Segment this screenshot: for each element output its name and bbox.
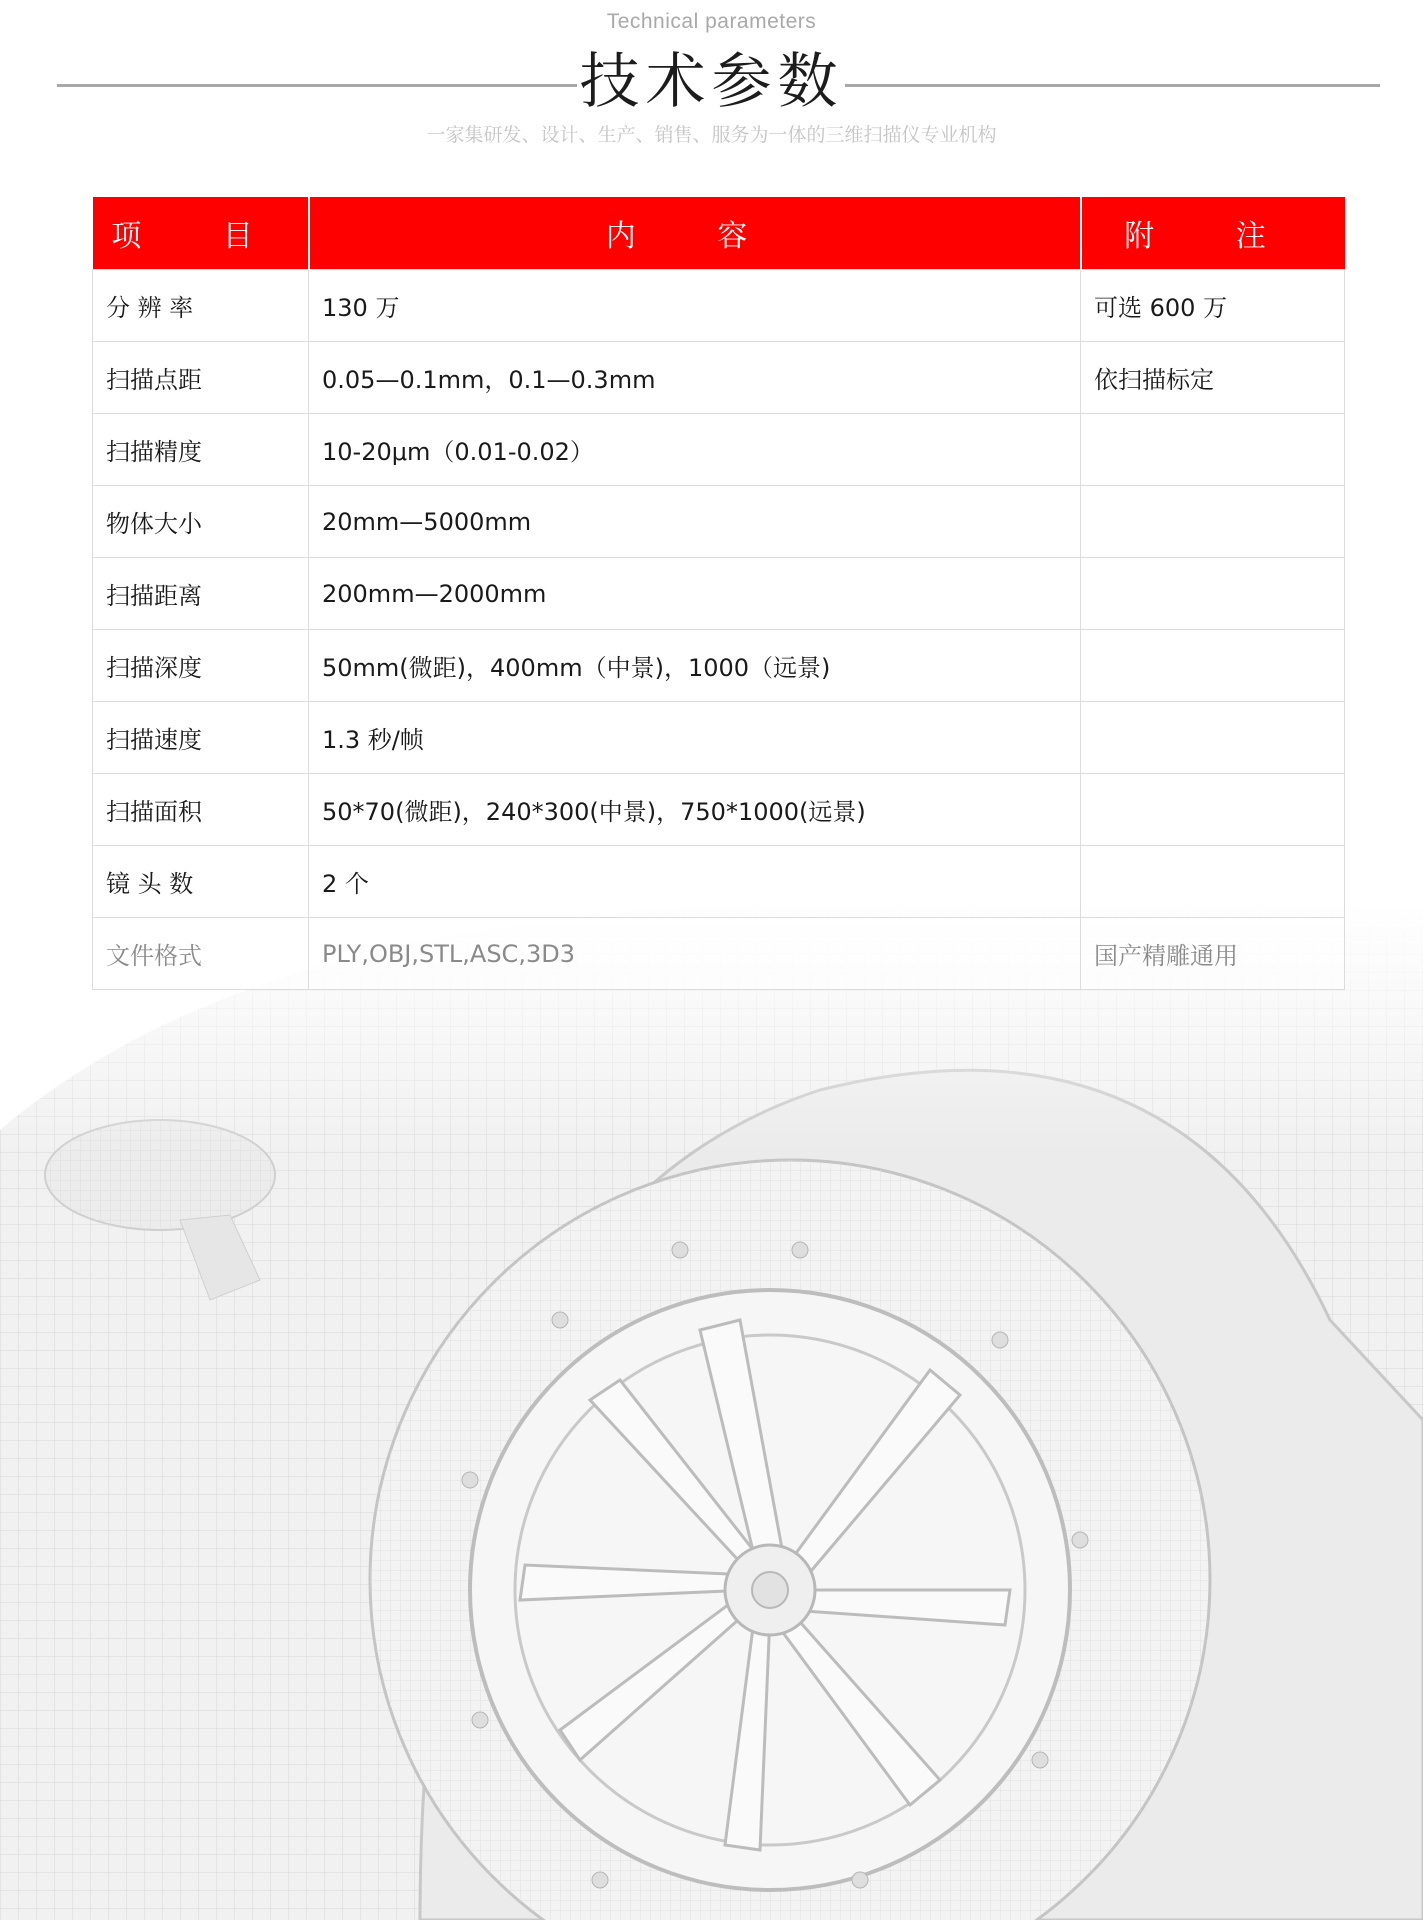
cell-note: 可选 600 万: [1081, 270, 1345, 342]
column-header-item: 项 目: [93, 197, 309, 270]
english-subtitle: Technical parameters: [606, 10, 817, 33]
cell-item: 镜 头 数: [93, 846, 309, 918]
cell-note: [1081, 486, 1345, 558]
cell-content: 1.3 秒/帧: [309, 702, 1081, 774]
table-row: [93, 270, 1345, 342]
table-row: [93, 630, 1345, 702]
cell-note: 依扫描标定: [1081, 342, 1345, 414]
cell-note: [1081, 630, 1345, 702]
cell-item: 扫描精度: [93, 414, 309, 486]
table-row: [93, 918, 1345, 990]
table-row: [93, 414, 1345, 486]
cell-content: 10-20μm（0.01-0.02）: [309, 414, 1081, 486]
cell-item: 扫描深度: [93, 630, 309, 702]
page-header: [0, 0, 1423, 160]
cell-content: 50mm(微距)，400mm（中景)，1000（远景): [309, 630, 1081, 702]
page-title: 技术参数: [579, 47, 844, 117]
cell-item: 扫描点距: [93, 342, 309, 414]
cell-content: 50*70(微距)，240*300(中景)，750*1000(远景): [309, 774, 1081, 846]
car-wheel-wireframe-illustration: [0, 900, 1423, 1920]
column-header-note: 附 注: [1081, 197, 1345, 270]
cell-note: [1081, 558, 1345, 630]
technical-parameters-table: [92, 197, 1345, 990]
cell-item: 物体大小: [93, 486, 309, 558]
table-row: [93, 558, 1345, 630]
column-header-content: 内 容: [309, 197, 1081, 270]
table-header-row: [93, 197, 1345, 270]
cell-item: 扫描速度: [93, 702, 309, 774]
cell-note: [1081, 774, 1345, 846]
cell-content: 130 万: [309, 270, 1081, 342]
cell-content: PLY,OBJ,STL,ASC,3D3: [309, 918, 1081, 990]
cell-content: 200mm—2000mm: [309, 558, 1081, 630]
table-row: [93, 342, 1345, 414]
table-row: [93, 774, 1345, 846]
cell-item: 扫描距离: [93, 558, 309, 630]
cell-note: [1081, 414, 1345, 486]
table-row: [93, 702, 1345, 774]
cell-item: 文件格式: [93, 918, 309, 990]
table-row: [93, 486, 1345, 558]
table-row: [93, 846, 1345, 918]
cell-item: 扫描面积: [93, 774, 309, 846]
cell-content: 20mm—5000mm: [309, 486, 1081, 558]
cell-item: 分 辨 率: [93, 270, 309, 342]
cell-note: 国产精雕通用: [1081, 918, 1345, 990]
company-tagline: 一家集研发、设计、生产、销售、服务为一体的三维扫描仪专业机构: [426, 124, 997, 146]
cell-content: 2 个: [309, 846, 1081, 918]
cell-note: [1081, 702, 1345, 774]
cell-note: [1081, 846, 1345, 918]
cell-content: 0.05—0.1mm，0.1—0.3mm: [309, 342, 1081, 414]
